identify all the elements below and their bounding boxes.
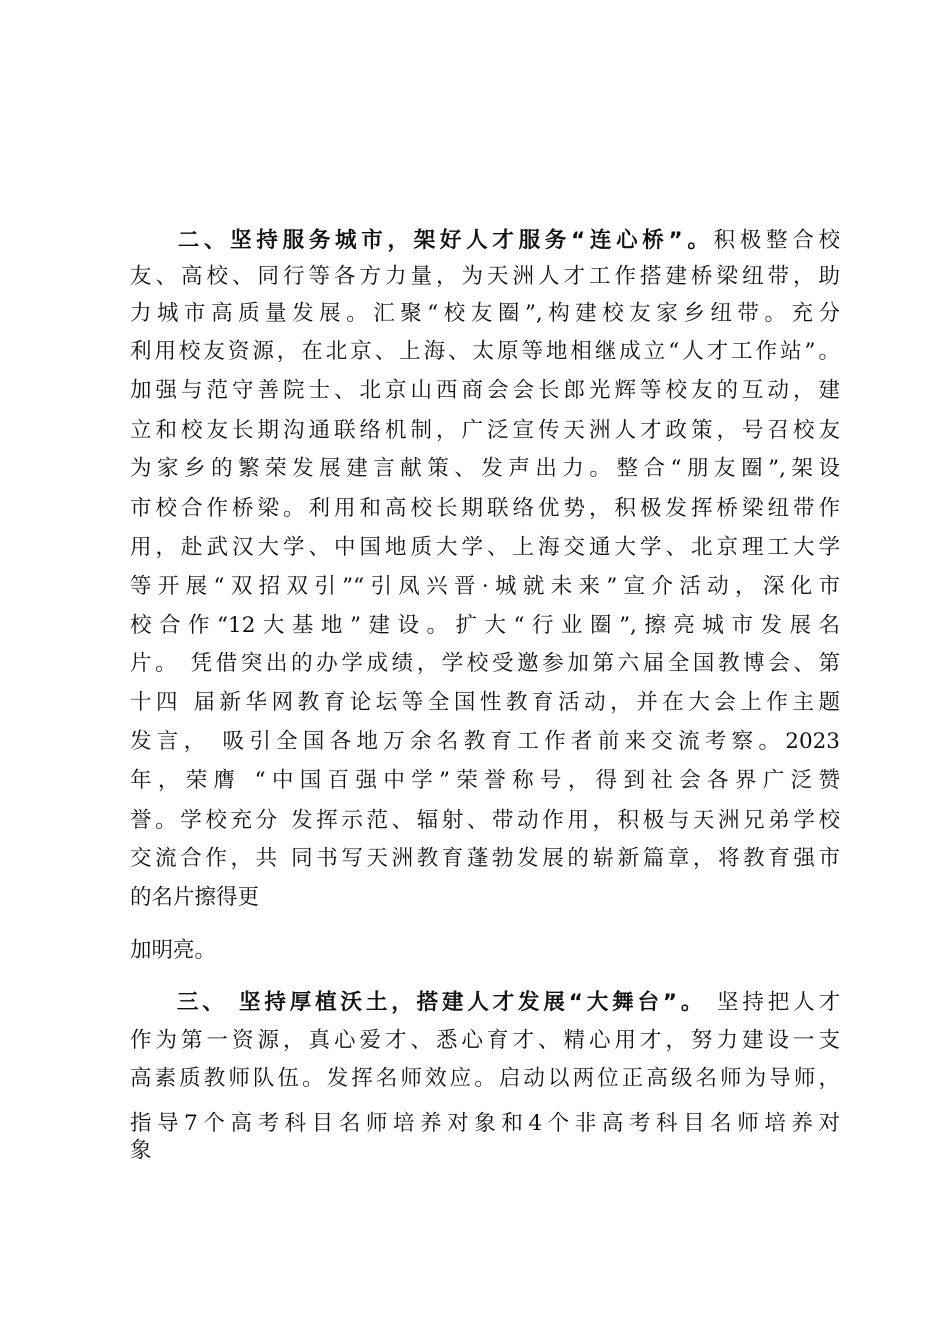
paragraph-line: 市校合作桥梁。利用和高校长期联络优势，积极发挥桥梁纽带作 — [130, 496, 840, 521]
paragraph-line: 利用校友资源，在北京、上海、太原等地相继成立“人才工作站”。 — [130, 339, 840, 364]
paragraph-line: 指导7个高考科目名师培养对象和4个非高考科目名师培养对 — [130, 1111, 840, 1136]
paragraph-line: 年，荣膺 “中国百强中学”荣誉称号，得到社会各界广泛赞 — [130, 768, 840, 793]
paragraph-line: 立和校友长期沟通联络机制，广泛宣传天洲人才政策，号召校友 — [130, 418, 840, 443]
section-heading: 二、坚持服务城市，架好人才服务“连心桥”。 — [173, 228, 714, 253]
paragraph-line: 力城市高质量发展。汇聚“校友圈”,构建校友家乡纽带。充分 — [130, 301, 840, 326]
paragraph-line: 加明亮。 — [130, 938, 217, 963]
paragraph-line: 作为第一资源，真心爱才、悉心育才、精心用才，努力建设一支 — [130, 1028, 840, 1053]
paragraph-line: 十四 届新华网教育论坛等全国性教育活动，并在大会上作主题 — [130, 690, 840, 715]
paragraph-line — [130, 985, 840, 1021]
paragraph-line: 象 — [130, 1138, 152, 1163]
paragraph-line: 为家乡的繁荣发展建言献策、发声出力。整合“朋友圈”,架设 — [130, 456, 840, 481]
paragraph-line: 交流合作，共 同书写天洲教育蓬勃发展的崭新篇章，将教育强市 — [130, 846, 840, 871]
paragraph-line: 友、高校、同行等各方力量，为天洲人才工作搭建桥梁纽带，助 — [130, 264, 840, 289]
paragraph-line: 用，赴武汉大学、中国地质大学、上海交通大学、北京理工大学 — [130, 535, 840, 560]
paragraph-line: 等开展“双招双引”“引凤兴晋·城就未来”宣介活动，深化市 — [130, 574, 840, 599]
paragraph-line: 高素质教师队伍。发挥名师效应。启动以两位正高级名师为导师， — [130, 1066, 840, 1091]
paragraph-line: 片。 凭借突出的办学成绩，学校受邀参加第六届全国教博会、第 — [130, 651, 840, 676]
paragraph-line: 的名片擦得更 — [130, 885, 260, 910]
paragraph-text: 坚持把人才 — [706, 990, 840, 1015]
paragraph-line — [130, 223, 840, 259]
paragraph-text: 积极整合校 — [713, 228, 840, 253]
paragraph-line: 加强与范守善院士、北京山西商会会长郎光辉等校友的互动，建 — [130, 378, 840, 403]
paragraph-line: 发言， 吸引全国各地万余名教育工作者前来交流考察。2023 — [130, 729, 840, 754]
section-heading: 三、 坚持厚植沃土，搭建人才发展“大舞台”。 — [173, 990, 707, 1015]
paragraph-line: 校合作“12大基地”建设。扩大“行业圈”,擦亮城市发展名 — [130, 613, 840, 638]
paragraph-line: 誉。学校充分 发挥示范、辐射、带动作用，积极与天洲兄弟学校 — [130, 808, 840, 833]
